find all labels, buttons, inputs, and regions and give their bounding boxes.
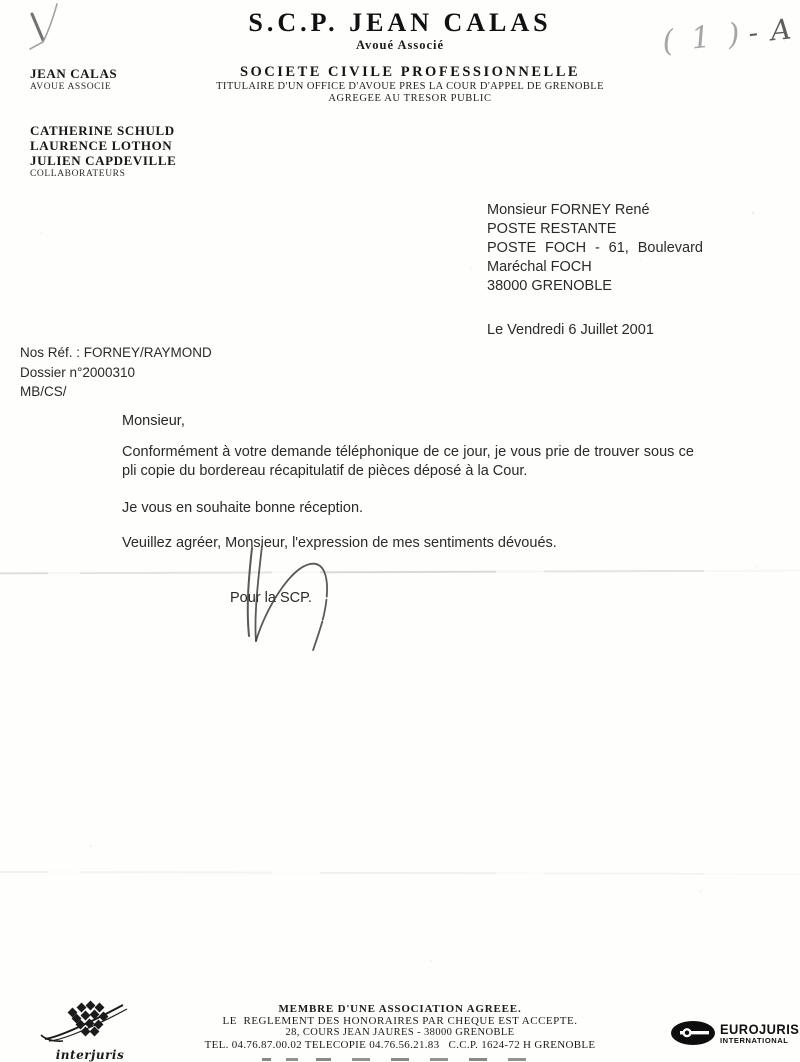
tree-icon bbox=[35, 995, 145, 1045]
recipient-line: 38000 GRENOBLE bbox=[487, 278, 612, 294]
paper-fold-line bbox=[0, 570, 800, 575]
recipient-address bbox=[487, 201, 703, 296]
eurojuris-wordmark bbox=[720, 1022, 800, 1045]
eurojuris-name: EUROJURIS bbox=[720, 1020, 800, 1037]
interjuris-label: interjuris bbox=[55, 1048, 125, 1062]
annotation-letter: - A bbox=[746, 12, 795, 50]
body-paragraph: Je vous en souhaite bonne réception. bbox=[122, 500, 364, 516]
date-line: Le Vendredi 6 Juillet 2001 bbox=[487, 322, 654, 338]
paper-fold-line bbox=[0, 871, 800, 875]
annotation-number: ( 1 ) bbox=[660, 16, 746, 60]
eurojuris-icon bbox=[670, 1020, 716, 1046]
org-line2: TITULAIRE D'UN OFFICE D'AVOUE PRES LA COUR D'APPEL DE GRENOBLE bbox=[216, 81, 604, 92]
footer-block bbox=[100, 1003, 700, 1052]
footer-line: 28, COURS JEAN JAURES - 38000 GRENOBLE bbox=[285, 1027, 515, 1038]
footer-line: LE REGLEMENT DES HONORAIRES PAR CHEQUE EST ACCEPTE. bbox=[222, 1015, 578, 1027]
collaborators-title: COLLABORATEURS bbox=[30, 169, 126, 179]
reference-line: MB/CS/ bbox=[20, 384, 67, 399]
collaborator-name: LAURENCE LOTHON bbox=[30, 138, 173, 153]
org-line1: SOCIETE CIVILE PROFESSIONNELLE bbox=[239, 64, 581, 80]
eurojuris-logo bbox=[670, 1020, 800, 1046]
firm-subtitle: Avoué Associé bbox=[355, 38, 445, 52]
reference-block bbox=[20, 343, 320, 402]
reference-line: Dossier n°2000310 bbox=[20, 364, 135, 380]
recipient-line: POSTE FOCH - 61, Boulevard bbox=[487, 240, 703, 256]
principal-title: AVOUE ASSOCIE bbox=[30, 82, 112, 92]
eurojuris-subname: INTERNATIONAL bbox=[720, 1035, 789, 1045]
reference-line: Nos Réf. : FORNEY/RAYMOND bbox=[20, 345, 212, 360]
firm-name: S.C.P. JEAN CALAS bbox=[248, 8, 552, 37]
interjuris-logo bbox=[30, 995, 150, 1062]
signature-scribble bbox=[235, 540, 350, 710]
footer-line: MEMBRE D'UNE ASSOCIATION AGREEE. bbox=[278, 1003, 522, 1015]
scan-noise bbox=[0, 0, 2, 2]
recipient-line: Monsieur FORNEY René bbox=[487, 202, 650, 218]
spacer bbox=[30, 93, 240, 123]
salutation: Monsieur, bbox=[122, 413, 185, 429]
collaborator-name: JULIEN CAPDEVILLE bbox=[30, 153, 177, 168]
collaborator-name: CATHERINE SCHULD bbox=[30, 123, 175, 138]
recipient-line: POSTE RESTANTE bbox=[487, 221, 617, 237]
closing-formula: Veuillez agréer, Monsieur, l'expression de mes sentiments dévoués. bbox=[122, 535, 557, 551]
footer-line: TEL. 04.76.87.00.02 TELECOPIE 04.76.56.21.83 C.C.P. 1624-72 H GRENOBLE bbox=[204, 1039, 596, 1051]
org-line3: AGREGEE AU TRESOR PUBLIC bbox=[328, 93, 492, 104]
body-paragraph: Conformément à votre demande téléphonique de ce jour, je vous prie de trouver sous ce pli copie du bordereau récapitulatif de pièces déposé à la Cour. bbox=[122, 444, 694, 479]
cut-off-text-line bbox=[250, 1058, 550, 1061]
principal-name: JEAN CALAS bbox=[30, 66, 118, 81]
staff-list bbox=[30, 66, 240, 180]
signature-caption: Pour la SCP. bbox=[230, 590, 312, 606]
recipient-line: Maréchal FOCH bbox=[487, 259, 592, 275]
